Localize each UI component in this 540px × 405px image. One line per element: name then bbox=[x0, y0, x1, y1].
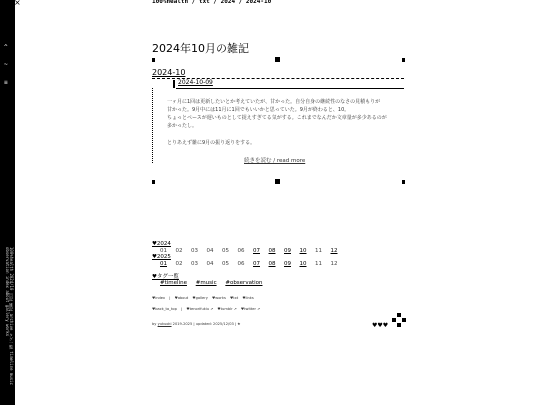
tag-music[interactable]: #music bbox=[195, 280, 217, 286]
day-link[interactable]: 2024-10-09 bbox=[178, 79, 213, 86]
entry-body-line: 一ヶ月に1回は更新したいとか考えていたが、甘かった。自分自身の継続性のなさの見積もりが bbox=[167, 99, 381, 105]
hearts-icon: ♥♥♥ bbox=[372, 322, 389, 329]
link-tenorifukiu[interactable]: ♥tenorifukiu ↗ bbox=[186, 307, 214, 311]
archive-month: 01 bbox=[160, 248, 167, 254]
link-twitter[interactable]: ♥twitter ↗ bbox=[240, 307, 261, 311]
marker-square-icon bbox=[152, 180, 155, 184]
sidebar bbox=[0, 0, 15, 405]
link-links[interactable]: ♥links bbox=[242, 296, 254, 300]
entry-body-line: とりあえず雑に9月の振り返りをする。 bbox=[167, 140, 256, 146]
archive-months-2024 bbox=[160, 248, 346, 254]
archive-year-2024[interactable]: ♥2024 bbox=[152, 241, 171, 247]
separator: | bbox=[181, 307, 183, 311]
author-link[interactable]: yukuoki bbox=[157, 322, 172, 326]
archive-month: 12 bbox=[330, 261, 338, 267]
external-links-row bbox=[152, 307, 263, 311]
entry-border bbox=[152, 88, 153, 163]
archive-month: 06 bbox=[237, 248, 245, 254]
archive-month[interactable]: 09 bbox=[284, 261, 291, 267]
archive-month[interactable]: 09 bbox=[284, 248, 291, 254]
entry-body-line: ちょっとペースが遅いものとして捉えすぎてる気がする。これまでなんだか文章量が多少あるのが bbox=[167, 115, 387, 121]
breadcrumb[interactable]: 100%health / txt / 2024 / 2024-10 bbox=[152, 0, 272, 5]
tags-heading[interactable]: ♥タグ一覧 bbox=[152, 274, 179, 280]
archive-month[interactable]: 01 bbox=[160, 261, 167, 267]
sidebar-menu-icon[interactable]: ≡ bbox=[4, 79, 8, 86]
link-works[interactable]: ♥works bbox=[212, 296, 226, 300]
archive-month: 04 bbox=[206, 248, 214, 254]
archive-month[interactable]: 07 bbox=[253, 261, 260, 267]
archive-month: 05 bbox=[222, 261, 229, 267]
archive-month: 04 bbox=[206, 261, 214, 267]
tags-list bbox=[160, 280, 269, 286]
archive-month[interactable]: 10 bbox=[299, 248, 307, 254]
divider bbox=[176, 88, 404, 89]
entry-body-line: 多かったし。 bbox=[167, 123, 198, 129]
archive-month: 03 bbox=[191, 261, 198, 267]
archive-month[interactable]: 08 bbox=[268, 261, 276, 267]
archive-month[interactable]: 10 bbox=[299, 261, 307, 267]
footer: by yukuoki 2019-2025 | updated: 2025/12/03 | ★ bbox=[152, 322, 241, 326]
archive-month: 03 bbox=[191, 248, 198, 254]
archive-month[interactable]: 12 bbox=[330, 248, 338, 254]
link-back-to-top[interactable]: ♥back_to_top bbox=[152, 307, 177, 311]
link-tumblr[interactable]: ♥tumblr ↗ bbox=[217, 307, 237, 311]
tag-observation[interactable]: #observation bbox=[225, 280, 263, 286]
sidebar-wave-icon[interactable]: ~ bbox=[4, 61, 8, 68]
link-gallery[interactable]: ♥gallery bbox=[192, 296, 208, 300]
separator: | bbox=[169, 296, 171, 300]
sidebar-vertical-text: 100%health 2024/10 日記 雑記 archive タグ一覧 timeline music observation index about gallery works bbox=[5, 247, 14, 385]
link-about[interactable]: ♥about bbox=[174, 296, 189, 300]
marker-square-icon bbox=[152, 58, 155, 62]
pixel-logo-icon[interactable] bbox=[392, 313, 406, 327]
close-icon[interactable]: × bbox=[14, 0, 21, 7]
archive-month: 06 bbox=[237, 261, 245, 267]
day-marker-bar bbox=[173, 80, 175, 88]
nav-links-row bbox=[152, 296, 257, 300]
archive-month: 05 bbox=[222, 248, 229, 254]
archive-year-2025[interactable]: ♥2025 bbox=[152, 254, 171, 260]
marker-square-icon bbox=[275, 57, 280, 62]
page-title: 2024年10月の雑記 bbox=[152, 42, 249, 55]
entry-body-line: 甘かった。9月中には11月に1回でもいいかと思っていた。9月が終わると、10。 bbox=[167, 107, 350, 113]
archive-month[interactable]: 07 bbox=[253, 248, 260, 254]
tag-timeline[interactable]: #timeline bbox=[160, 280, 187, 286]
marker-square-icon bbox=[402, 180, 405, 184]
sidebar-up-icon[interactable]: ^ bbox=[4, 44, 8, 51]
marker-square-icon bbox=[275, 179, 280, 184]
archive-month: 11 bbox=[315, 248, 322, 254]
month-link[interactable]: 2024-10 bbox=[152, 68, 186, 77]
archive-month[interactable]: 08 bbox=[268, 248, 276, 254]
archive-months-2025 bbox=[160, 261, 346, 267]
marker-square-icon bbox=[402, 58, 405, 62]
link-txt[interactable]: ♥txt bbox=[229, 296, 239, 300]
link-index[interactable]: ♥index bbox=[152, 296, 166, 300]
archive-month: 11 bbox=[315, 261, 322, 267]
read-more-link[interactable]: 続きを読む / read more bbox=[244, 158, 306, 164]
archive-month: 02 bbox=[175, 261, 183, 267]
archive-month: 02 bbox=[175, 248, 183, 254]
